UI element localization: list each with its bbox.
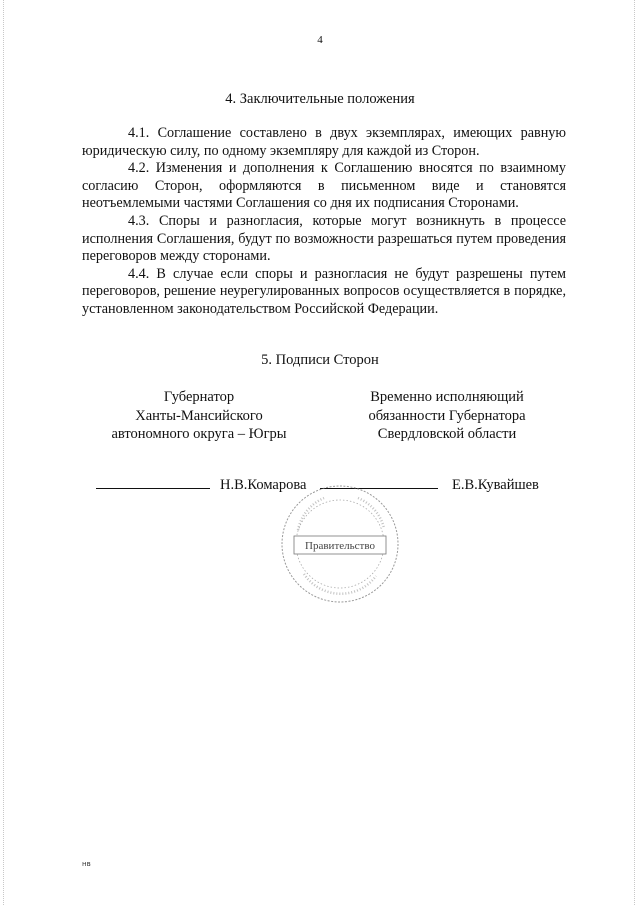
official-seal-stamp [278,482,402,606]
section-4-heading: 4. Заключительные положения [225,91,415,107]
right-title-line: Свердловской области [377,426,517,443]
seal-ring-lettering-left [298,498,324,530]
clause-4-1: 4.1. Соглашение составлено в двух экземплярах, имеющих равную юридическую силу, по одному экземпляру для каждой из Сторон. [82,125,566,159]
left-signatory-title [96,388,302,444]
left-title-line: автономного округа – Югры [111,426,287,443]
seal-ring-lettering-bottom [304,574,376,594]
scan-edge-right [634,0,636,905]
left-title-line: Ханты-Мансийского [135,407,263,424]
section-4-body [82,125,566,319]
left-title-line: Губернатор [163,389,235,405]
seal-text: Правительство [305,540,375,552]
scan-edge-left [3,0,5,905]
footer-initials: нв [82,860,91,868]
left-signatory-name: Н.В.Комарова [220,477,307,493]
left-signature-blank [96,474,210,489]
section-5-heading: 5. Подписи Сторон [261,352,379,368]
left-signature-line [96,474,306,494]
clause-4-2: 4.2. Изменения и дополнения к Соглашению вносятся по взаимному согласию Сторон, оформляются в письменном виде и становятся неотъемлемыми частями Соглашения со дня их подписания Сторонами. [82,160,566,212]
right-signatory-name: Е.В.Кувайшев [452,477,539,493]
right-title-line: Временно исполняющий [370,389,524,405]
right-title-line: обязанности Губернатора [368,407,526,424]
page-number: 4 [317,34,323,46]
clause-4-4: 4.4. В случае если споры и разногласия не будут разрешены путем переговоров, решение неурегулированных вопросов осуществляется в порядке, установленном законодательством Российской Федерации. [82,265,566,317]
right-signatory-title [344,388,550,444]
clause-4-3: 4.3. Споры и разногласия, которые могут возникнуть в процессе исполнения Соглашения, будут по возможности разрешаться путем проведения переговоров между сторонами. [82,212,566,265]
